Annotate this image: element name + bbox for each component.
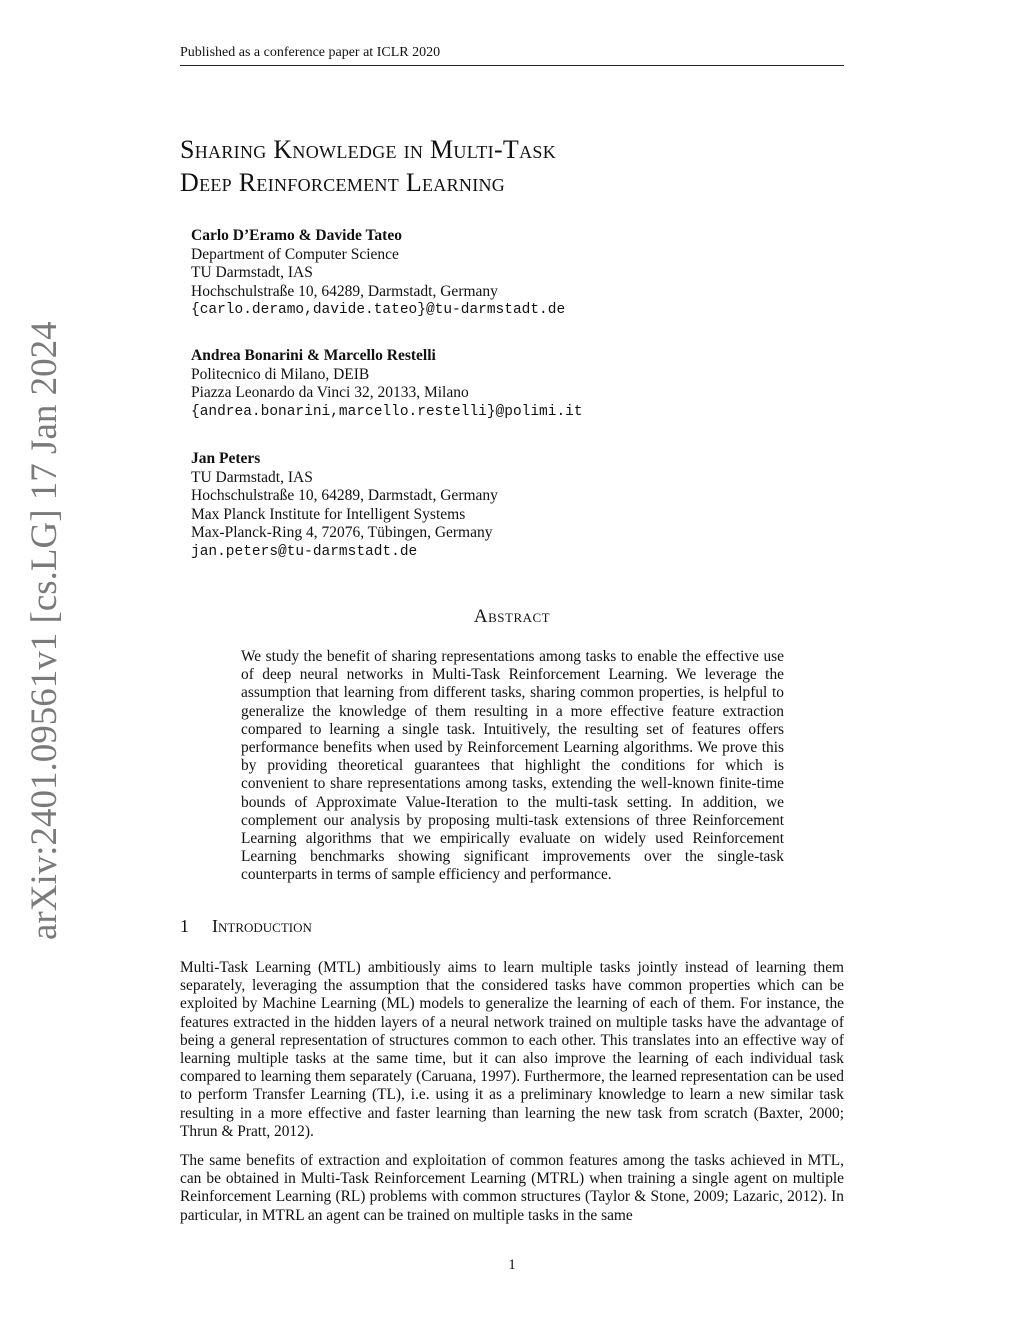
author-block-2 xyxy=(191,347,831,421)
title-line-1: Sharing Knowledge in Multi-Task xyxy=(180,135,556,164)
author-names: Jan Peters xyxy=(191,450,261,467)
affiliation-line: Max-Planck-Ring 4, 72076, Tübingen, Germany xyxy=(191,524,493,541)
paper-title xyxy=(180,133,844,199)
author-email[interactable]: {carlo.deramo,davide.tateo}@tu-darmstadt.de xyxy=(191,302,566,318)
affiliation-line: TU Darmstadt, IAS xyxy=(191,468,313,486)
affiliation-line: Piazza Leonardo da Vinci 32, 20133, Milano xyxy=(191,384,469,401)
affiliation-line: Politecnico di Milano, DEIB xyxy=(191,365,370,383)
author-email[interactable]: jan.peters@tu-darmstadt.de xyxy=(191,543,418,560)
author-names: Andrea Bonarini & Marcello Restelli xyxy=(191,347,436,364)
affiliation-line: Max Planck Institute for Intelligent Systems xyxy=(191,505,466,523)
section-heading-introduction xyxy=(180,916,312,937)
section-title: Introduction xyxy=(212,916,312,936)
affiliation-line: TU Darmstadt, IAS xyxy=(191,264,313,281)
intro-paragraph-1: Multi-Task Learning (MTL) ambitiously aims to learn multiple tasks jointly instead of learning them separately, leveraging the assumption that the considered tasks have common properties which can be exploited by Machine Learning (ML) models to generalize the learning of each of them. For instance, the features extracted in the hidden layers of a neural network trained on multiple tasks have the advantage of being a general representation of structures common to each other. This translates into an effective way of learning multiple tasks at the same time, but it can also improve the learning of each individual task compared to learning them separately (Caruana, 1997). Furthermore, the learned representation can be used to perform Transfer Learning (TL), i.e. using it as a preliminary knowledge to learn a new similar task resulting in a more effective and faster learning than learning the new task from scratch (Baxter, 2000; Thrun & Pratt, 2012). xyxy=(180,959,844,1140)
author-block-3 xyxy=(191,450,831,561)
abstract-body: We study the benefit of sharing representations among tasks to enable the effective use of deep neural networks in Multi-Task Reinforcement Learning. We leverage the assumption that learning from different tasks, sharing common properties, is helpful to generalize the knowledge of them resulting in a more effective feature extraction compared to learning a single task. Intuitively, the resulting set of features offers performance benefits when used by Reinforcement Learning algorithms. We prove this by providing theoretical guarantees that highlight the conditions for which is convenient to share representations among tasks, extending the well-known finite-time bounds of Approximate Value-Iteration to the multi-task setting. In addition, we complement our analysis by proposing multi-task extensions of three Reinforcement Learning algorithms that we empirically evaluate on widely used Reinforcement Learning benchmarks showing significant improvements over the single-task counterparts in terms of sample efficiency and performance. xyxy=(241,648,784,884)
affiliation-line: Hochschulstraße 10, 64289, Darmstadt, Germany xyxy=(191,282,498,300)
arxiv-stamp: arXiv:2401.09561v1 [cs.LG] 17 Jan 2024 xyxy=(24,321,65,940)
affiliation-line: Hochschulstraße 10, 64289, Darmstadt, Germany xyxy=(191,487,498,504)
affiliation-line: Department of Computer Science xyxy=(191,245,399,263)
intro-paragraph-2: The same benefits of extraction and exploitation of common features among the tasks achieved in MTL, can be obtained in Multi-Task Reinforcement Learning (MTRL) when training a single agent on multiple Reinforcement Learning (RL) problems with common structures (Taylor & Stone, 2009; Lazaric, 2012). In particular, in MTRL an agent can be trained on multiple tasks in the same xyxy=(180,1152,844,1224)
page-number: 1 xyxy=(508,1257,516,1273)
author-email[interactable]: {andrea.bonarini,marcello.restelli}@polimi.it xyxy=(191,403,583,420)
abstract-heading: Abstract xyxy=(473,606,551,627)
author-names: Carlo D’Eramo & Davide Tateo xyxy=(191,227,402,244)
title-line-2: Deep Reinforcement Learning xyxy=(180,168,506,197)
author-block-1 xyxy=(191,227,831,320)
section-number: 1 xyxy=(180,916,189,936)
running-head: Published as a conference paper at ICLR 2020 xyxy=(180,44,844,66)
